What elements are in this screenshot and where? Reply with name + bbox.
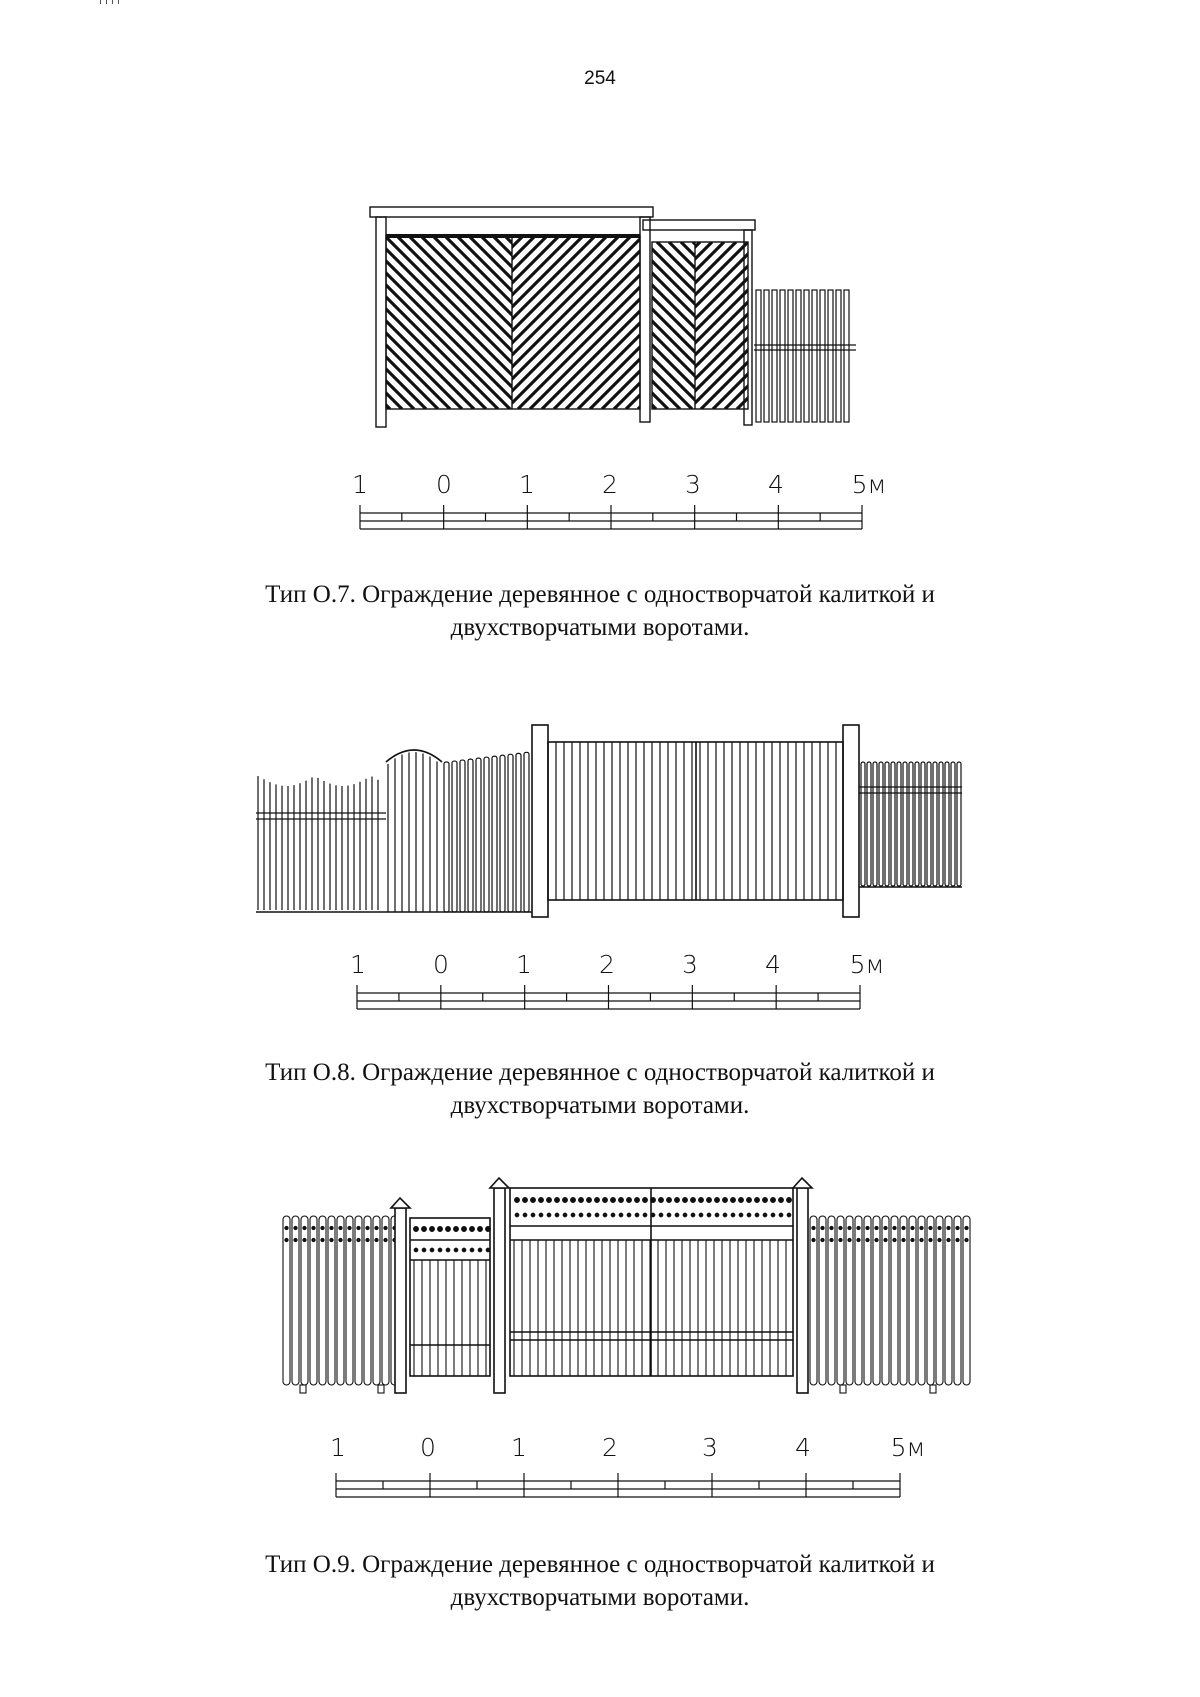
scale-label: 3 (702, 1433, 718, 1462)
scale-label: 2 (599, 950, 615, 979)
scale-label: 4 (795, 1433, 811, 1462)
scale-label: 1 (330, 1433, 346, 1462)
scale-labels-o8 (0, 950, 1200, 990)
caption-o7 (0, 578, 1200, 644)
page-number: 254 (584, 68, 616, 89)
scale-label: 2 (602, 470, 618, 499)
fence-drawing-o9 (0, 1175, 1200, 1400)
scale-label: 4 (765, 950, 781, 979)
scale-label: 5м (851, 470, 887, 499)
caption-line: двухстворчатыми воротами. (450, 1092, 750, 1119)
scale-label: 4 (768, 470, 784, 499)
scale-label: 5м (890, 1433, 926, 1462)
scale-labels-o9 (0, 1433, 1200, 1473)
scale-label: 3 (682, 950, 698, 979)
caption-line: двухстворчатыми воротами. (450, 614, 750, 641)
scale-label: 1 (511, 1433, 527, 1462)
caption-line: Тип О.8. Ограждение деревянное с одностворчатой калиткой и (265, 1059, 935, 1086)
scale-label: 0 (433, 950, 449, 979)
caption-line: двухстворчатыми воротами. (450, 1584, 750, 1611)
caption-line: Тип О.7. Ограждение деревянное с одностворчатой калиткой и (265, 581, 935, 608)
scale-labels-o7 (0, 470, 1200, 510)
fence-drawing-o8 (0, 718, 1200, 928)
scale-label: 1 (516, 950, 532, 979)
scale-label: 0 (436, 470, 452, 499)
fence-drawing-o7 (0, 195, 1200, 435)
crop-mark (100, 0, 140, 4)
scale-label: 3 (685, 470, 701, 499)
scale-label: 2 (602, 1433, 618, 1462)
caption-o8 (0, 1056, 1200, 1122)
caption-o9 (0, 1548, 1200, 1614)
scale-bar-o8 (0, 985, 1200, 1019)
scale-label: 5м (849, 950, 885, 979)
scale-label: 1 (519, 470, 535, 499)
scale-bar-o9 (0, 1473, 1200, 1507)
scale-bar-o7 (0, 505, 1200, 539)
scale-label: 1 (352, 470, 368, 499)
caption-line: Тип О.9. Ограждение деревянное с одностворчатой калиткой и (265, 1551, 935, 1578)
scale-label: 0 (420, 1433, 436, 1462)
scale-label: 1 (350, 950, 366, 979)
